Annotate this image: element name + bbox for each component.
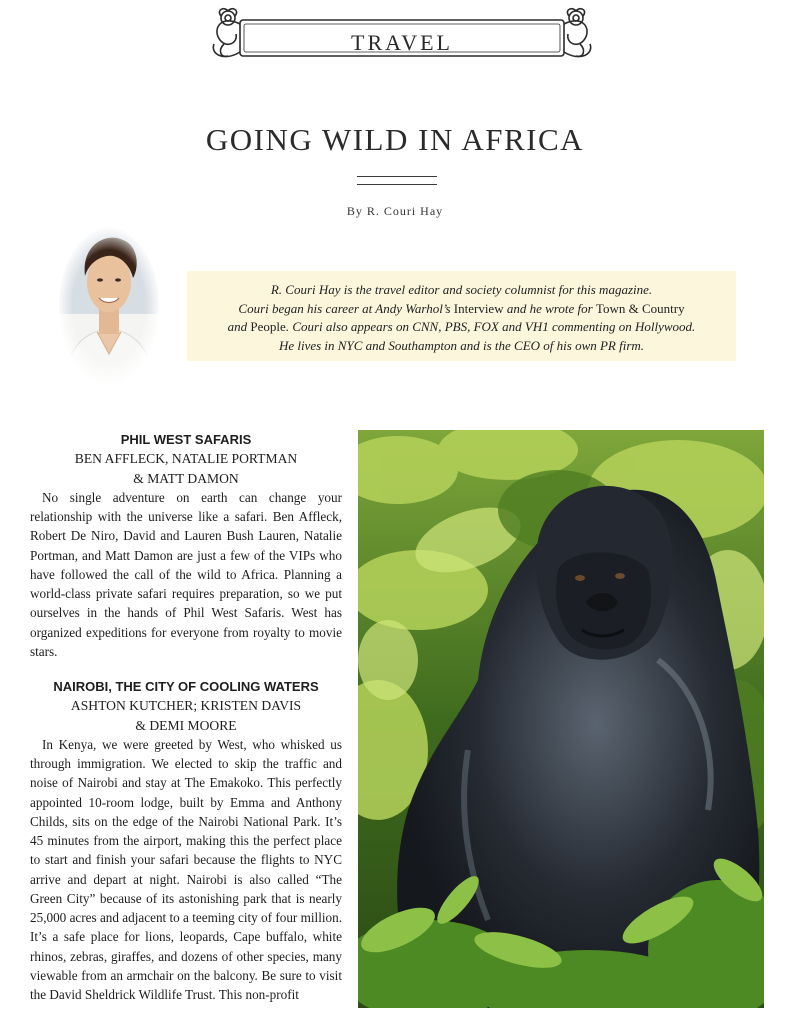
section-spacer	[30, 661, 342, 677]
bio-line: R. Couri Hay is the travel editor and society columnist for this magazine.	[270, 282, 653, 297]
bio-publication: Interview	[453, 300, 504, 316]
bio-text: . Couri also appears on CNN, PBS, FOX and VH1 commenting on Hollywood.	[285, 319, 696, 334]
bio-line	[187, 318, 736, 337]
article-title: GOING WILD IN AFRICA	[205, 122, 585, 157]
author-portrait	[57, 224, 161, 384]
bio-text: and he wrote for	[503, 300, 596, 316]
section-phil-west-safaris	[30, 430, 342, 661]
section-subheading: BEN AFFLECK, NATALIE PORTMAN	[74, 451, 298, 467]
bio-line	[187, 300, 736, 319]
section-heading: PHIL WEST SAFARIS	[120, 432, 252, 447]
bio-text: Couri began his career at Andy Warhol’s	[238, 300, 454, 316]
author-bio	[187, 271, 736, 361]
section-paragraph: No single adventure on earth can change your relationship with the universe like a safari. Ben Affleck, Robert De Niro, David and Lauren Bush Lauren, Natalie Portman, and Matt Damon are just a few of the VIPs who have followed the call of the wild to Africa. Planning a world-class private safari requires preparation, so we put ourselves in the hands of Phil West Safaris. West has organized expeditions for everyone from royalty to movie stars.	[30, 489, 342, 659]
banner-label: TRAVEL	[351, 30, 453, 55]
title-divider-bottom	[357, 184, 437, 185]
bio-publication: People	[250, 319, 286, 334]
title-divider-top	[357, 176, 437, 177]
section-subheading: & DEMI MOORE	[135, 717, 237, 733]
section-subheading: & MATT DAMON	[133, 470, 239, 486]
section-paragraph: In Kenya, we were greeted by West, who whisked us through immigration. We elected to skip the traffic and noise of Nairobi and stay at The Emakoko. This perfectly appointed 10-room lodge, built by Emma and Anthony Childs, sits on the edge of the Nairobi National Park. It’s 45 minutes from the airport, making this the perfect place to start and finish your safari because the flights to NYC arrive and depart at night. Nairobi is also called “The Green City” because of its astonishing park that is nearly 25,000 acres and adjacent to a teeming city of four million. It’s a safe place for lions, leopards, Cape buffalo, white rhinos, zebras, giraffes, and dozens of other species, many viewable from an armchair on the balcony. Be sure to visit the David Sheldrick Wildlife Trust. This non-profit	[30, 736, 343, 1002]
gorilla-photo	[358, 430, 764, 1008]
section-heading: NAIROBI, THE CITY OF COOLING WATERS	[53, 679, 319, 694]
article-body-column	[30, 430, 342, 1004]
bio-text: and	[227, 319, 251, 334]
section-banner	[206, 4, 598, 66]
bio-line: He lives in NYC and Southampton and is the CEO of his own PR firm.	[278, 337, 645, 353]
section-nairobi	[30, 677, 342, 1004]
section-subheading: ASHTON KUTCHER; KRISTEN DAVIS	[70, 698, 302, 714]
bio-publication: Town & Country	[595, 300, 685, 316]
byline: By R. Couri Hay	[346, 204, 444, 218]
